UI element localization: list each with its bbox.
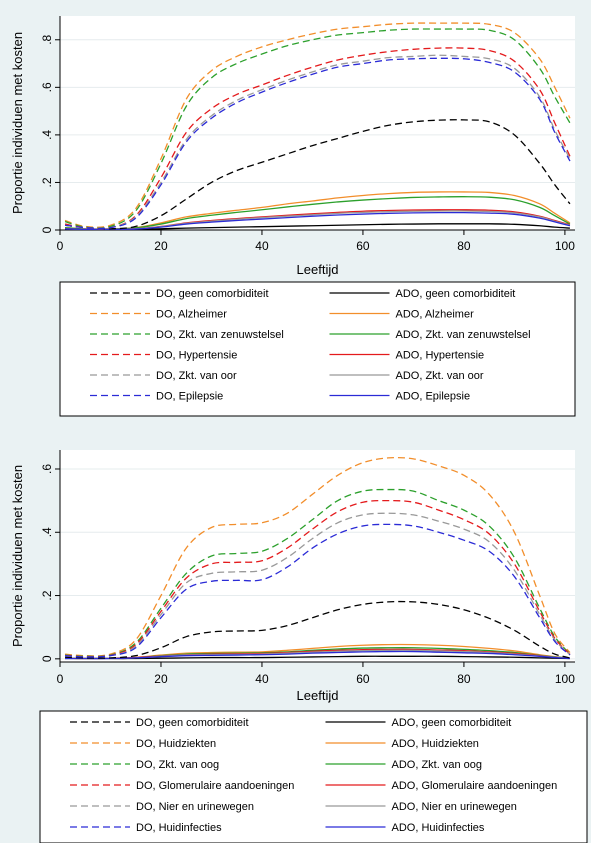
y-tick-label: .8: [40, 34, 54, 45]
legend-label: ADO, Zkt. van oog: [391, 759, 482, 771]
legend-label: DO, geen comorbiditeit: [156, 288, 269, 300]
legend-label: DO, Huidinfecties: [136, 822, 222, 834]
legend-label: DO, Zkt. van zenuwstelsel: [156, 329, 284, 341]
x-tick-label: 20: [154, 239, 168, 253]
x-tick-label: 80: [457, 239, 471, 253]
x-tick-label: 60: [356, 239, 370, 253]
y-tick-label: .6: [40, 463, 54, 474]
legend: [60, 282, 575, 416]
chart-2: [10, 450, 587, 843]
y-tick-label: .4: [40, 129, 54, 140]
x-tick-label: 100: [554, 239, 575, 253]
legend-label: ADO, Glomerulaire aandoeningen: [391, 780, 558, 792]
legend-label: DO, Epilepsie: [156, 390, 224, 403]
legend-label: DO, Hypertensie: [156, 349, 238, 362]
legend-label: ADO, Zkt. van oor: [395, 370, 484, 382]
x-tick-label: 60: [356, 672, 370, 686]
y-tick-label: .6: [40, 82, 54, 93]
x-axis-title: Leeftijd: [296, 688, 339, 703]
x-tick-label: 0: [56, 239, 64, 253]
legend-label: ADO, Huidziekten: [391, 738, 479, 750]
legend-label: DO, Alzheimer: [156, 308, 227, 321]
chart-1: [10, 16, 575, 416]
legend-label: DO, Nier en urinewegen: [136, 801, 255, 813]
legend-label: DO, Zkt. van oor: [156, 370, 237, 382]
legend-label: DO, geen comorbiditeit: [136, 717, 249, 729]
x-tick-label: 0: [56, 672, 64, 686]
legend-box: [40, 711, 587, 843]
x-tick-label: 80: [457, 672, 471, 686]
x-axis-title: Leeftijd: [296, 262, 339, 277]
legend-label: ADO, geen comorbiditeit: [395, 288, 516, 300]
y-tick-label: .2: [40, 177, 54, 188]
legend: [40, 711, 587, 843]
x-tick-label: 100: [554, 672, 575, 686]
legend-label: ADO, Epilepsie: [395, 390, 471, 403]
legend-label: ADO, Huidinfecties: [391, 822, 485, 834]
legend-label: DO, Glomerulaire aandoeningen: [136, 780, 295, 792]
legend-label: ADO, Zkt. van zenuwstelsel: [395, 329, 531, 341]
x-tick-label: 40: [255, 672, 269, 686]
x-tick-label: 40: [255, 239, 269, 253]
x-tick-label: 20: [154, 672, 168, 686]
legend-label: ADO, Nier en urinewegen: [391, 801, 517, 813]
legend-label: DO, Huidziekten: [136, 738, 217, 750]
y-axis-title: Proportie individuen met kosten: [10, 464, 25, 648]
y-tick-label: 0: [40, 226, 54, 234]
legend-label: ADO, Alzheimer: [395, 308, 474, 321]
legend-label: ADO, Hypertensie: [395, 349, 485, 362]
y-axis-title: Proportie individuen met kosten: [10, 31, 25, 215]
y-tick-label: 0: [40, 655, 54, 663]
y-tick-label: .2: [40, 590, 54, 601]
y-tick-label: .4: [40, 527, 54, 538]
plot-area: [60, 450, 575, 662]
legend-label: ADO, geen comorbiditeit: [391, 717, 512, 729]
legend-label: DO, Zkt. van oog: [136, 759, 220, 771]
